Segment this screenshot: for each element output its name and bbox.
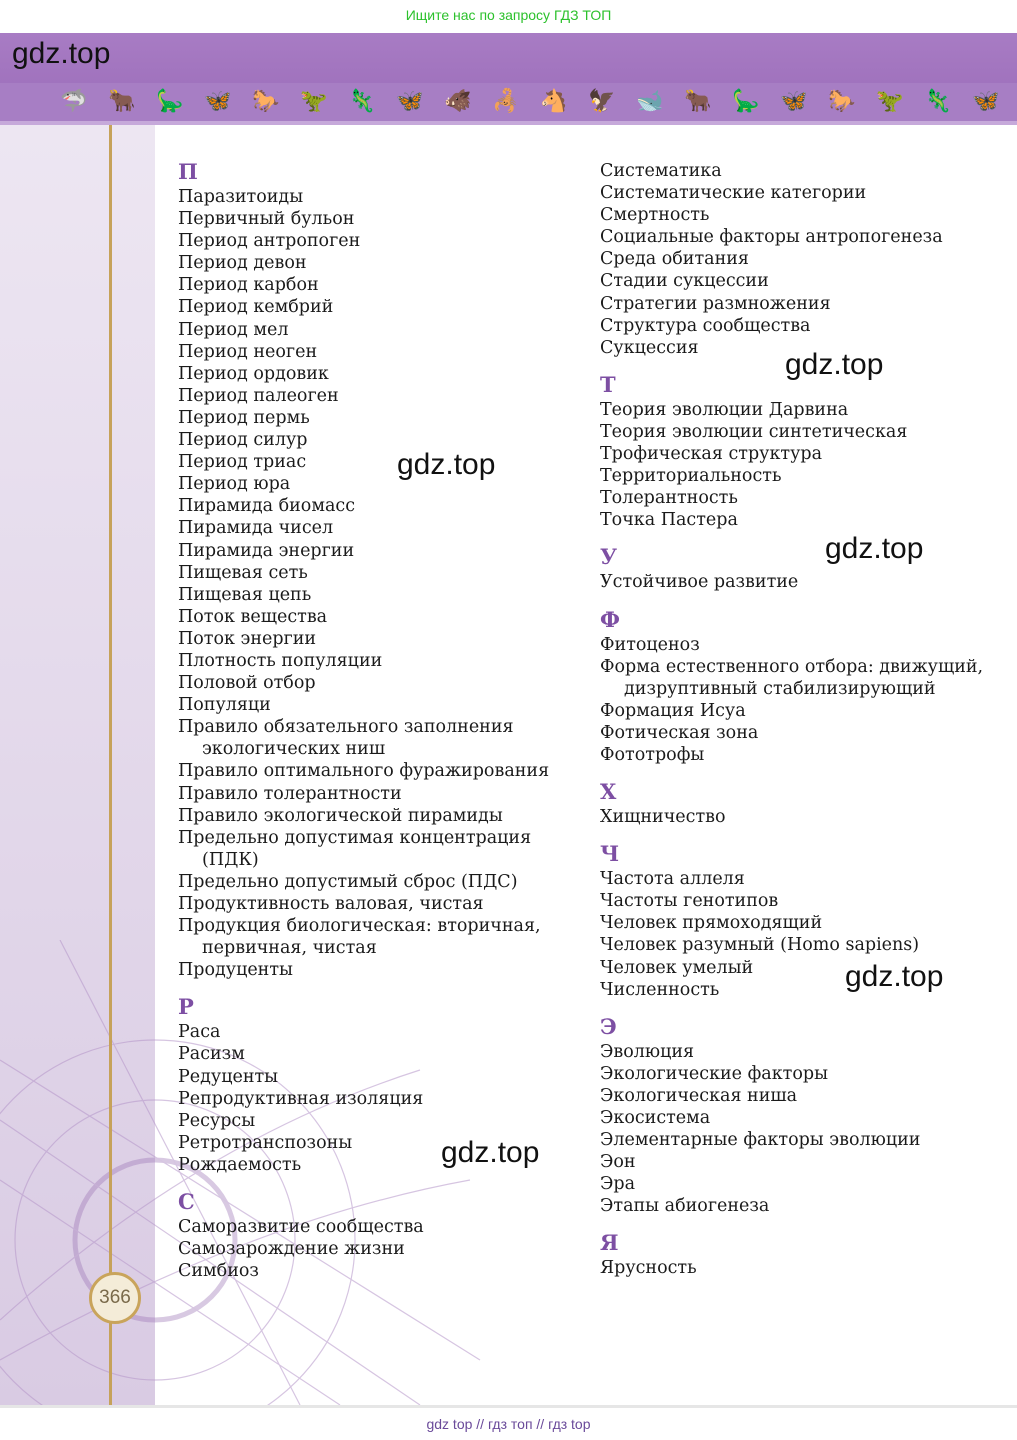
index-term: Период пермь [178, 407, 310, 428]
index-term: Территориальность [600, 466, 782, 487]
animal-icons-strip [50, 85, 1010, 117]
index-term: Раса [178, 1022, 221, 1043]
index-term: Пищевая цепь [178, 584, 312, 605]
index-term: Правило оптимального фуражирования [178, 761, 550, 782]
footer-links[interactable]: gdz top // гдз топ // гдз top [426, 1416, 591, 1432]
index-term: Популяци [178, 695, 271, 716]
index-term: Период палеоген [178, 385, 339, 406]
section-letter: С [178, 1189, 195, 1215]
index-term: Период антропоген [178, 231, 361, 252]
index-term: Самозарождение жизни [178, 1239, 405, 1260]
page-number-badge: 366 [89, 1272, 141, 1324]
index-term: Экологическая ниша [600, 1085, 798, 1106]
animal-silhouette-icon: 🦋 [396, 88, 424, 114]
index-term: Систематические категории [600, 183, 867, 204]
index-term: Фотическая зона [600, 722, 759, 743]
index-term: Симбиоз [178, 1261, 259, 1282]
index-term: Период неоген [178, 341, 318, 362]
index-column-right [600, 160, 1010, 1280]
watermark: gdz.top [845, 960, 944, 993]
animal-silhouette-icon: 🐗 [444, 88, 472, 114]
index-term: Пищевая сеть [178, 562, 308, 583]
index-term-continuation: дизруптивный стабилизирующий [624, 678, 936, 699]
top-banner-text: Ищите нас по запросу ГДЗ ТОП [405, 7, 612, 23]
index-term: Экологические факторы [600, 1063, 829, 1084]
index-term: Частота аллеля [600, 869, 745, 890]
index-term: Саморазвитие сообщества [178, 1217, 424, 1238]
animal-silhouette-icon: 🦋 [204, 88, 232, 114]
index-term-line: Форма естественного отбора: движущий, [600, 656, 984, 677]
index-term: Поток энергии [178, 628, 317, 649]
animal-silhouette-icon: 🐂 [108, 88, 136, 114]
animal-silhouette-icon: 🐋 [636, 88, 664, 114]
index-term: Период карбон [178, 275, 319, 296]
watermark: gdz.top [825, 532, 924, 565]
index-term: Стадии сукцессии [600, 271, 769, 292]
index-term: Элементарные факторы эволюции [600, 1130, 921, 1151]
index-term: Точка Пастера [600, 510, 738, 531]
top-banner [0, 0, 1017, 33]
animal-silhouette-icon: 🐎 [828, 88, 856, 114]
index-term-line: Правило обязательного заполнения [178, 717, 514, 738]
index-term: Пирамида чисел [178, 518, 334, 539]
index-term: Социальные факторы антропогенеза [600, 227, 943, 248]
index-term [600, 656, 1010, 700]
index-term: Предельно допустимый сброс (ПДС) [178, 871, 518, 892]
index-term: Формация Исуа [600, 700, 746, 721]
index-term: Фототрофы [600, 744, 705, 765]
animal-silhouette-icon: 🦎 [924, 88, 952, 114]
brand-logo: gdz.top [12, 37, 111, 70]
index-term: Стратегии размножения [600, 293, 831, 314]
section-letter: Я [600, 1230, 619, 1256]
section-letter: Р [178, 994, 194, 1020]
section-letter: Х [600, 779, 617, 805]
index-term: Хищничество [600, 807, 726, 828]
index-column-left [178, 160, 578, 1282]
index-term: Период триас [178, 452, 307, 473]
section-letter: Э [600, 1013, 617, 1039]
index-term: Фитоценоз [600, 634, 700, 655]
animal-silhouette-icon: 🐴 [540, 88, 568, 114]
index-term: Период ордовик [178, 363, 329, 384]
gold-margin-line [109, 125, 112, 1405]
animal-silhouette-icon: 🦖 [300, 88, 328, 114]
section-letter: Ч [600, 841, 620, 867]
animal-silhouette-icon: 🐎 [252, 88, 280, 114]
index-term: Частоты генотипов [600, 891, 779, 912]
index-term: Теория эволюции синтетическая [600, 421, 908, 442]
index-term: Правило экологической пирамиды [178, 805, 503, 826]
index-term: Половой отбор [178, 673, 316, 694]
animal-silhouette-icon: 🦕 [156, 88, 184, 114]
index-term: Расизм [178, 1044, 245, 1065]
watermark: gdz.top [441, 1136, 540, 1169]
index-term: Первичный бульон [178, 209, 355, 230]
watermark: gdz.top [785, 348, 884, 381]
index-term [178, 716, 578, 760]
index-term: Период юра [178, 474, 291, 495]
animal-silhouette-icon: 🦈 [60, 88, 88, 114]
index-term [178, 915, 578, 959]
animal-silhouette-icon: 🦂 [492, 88, 520, 114]
index-term: Плотность популяции [178, 650, 383, 671]
index-term: Структура сообщества [600, 315, 811, 336]
animal-silhouette-icon: 🦕 [732, 88, 760, 114]
index-term: Рождаемость [178, 1154, 302, 1175]
index-term: Толерантность [600, 488, 738, 509]
index-term: Период мел [178, 319, 289, 340]
index-term-continuation: первичная, чистая [202, 938, 377, 959]
index-term: Сукцессия [600, 337, 699, 358]
index-term: Ресурсы [178, 1110, 256, 1131]
index-term: Продуктивность валовая, чистая [178, 894, 484, 914]
index-term: Трофическая структура [600, 444, 823, 465]
index-term: Репродуктивная изоляция [178, 1088, 424, 1109]
page-header [0, 33, 1017, 125]
index-term: Редуценты [178, 1066, 279, 1087]
index-term: Пирамида энергии [178, 540, 355, 561]
index-term: Продуценты [178, 960, 293, 981]
section-letter: П [178, 159, 198, 184]
index-term: Ретротранспозоны [178, 1132, 353, 1153]
section-letter: Ф [600, 606, 620, 632]
index-term-continuation: экологических ниш [202, 739, 386, 760]
index-term: Поток вещества [178, 606, 328, 627]
index-term: Эон [600, 1152, 636, 1173]
index-term: Теория эволюции Дарвина [600, 399, 849, 420]
index-term: Эра [600, 1174, 636, 1195]
watermark: gdz.top [397, 448, 496, 481]
index-term: Систематика [600, 161, 722, 181]
animal-silhouette-icon: 🦅 [588, 88, 616, 114]
index-term: Человек прямоходящий [600, 913, 823, 934]
index-term: Этапы абиогенеза [600, 1196, 770, 1217]
section-letter: У [600, 544, 618, 570]
animal-silhouette-icon: 🦋 [780, 88, 808, 114]
index-term: Период девон [178, 253, 307, 274]
index-term: Правило толерантности [178, 783, 402, 804]
index-term: Период кембрий [178, 297, 334, 318]
index-term: Эволюция [600, 1041, 695, 1062]
index-term: Экосистема [600, 1108, 711, 1128]
index-term: Человек разумный (Homo sapiens) [600, 935, 920, 956]
index-term: Пирамида биомасс [178, 496, 355, 517]
section-letter: Т [600, 371, 616, 397]
index-term: Период силур [178, 430, 308, 451]
index-term: Среда обитания [600, 249, 749, 270]
index-term: Устойчивое развитие [600, 572, 799, 593]
animal-silhouette-icon: 🐂 [684, 88, 712, 114]
index-term: Человек умелый [600, 957, 754, 978]
animal-silhouette-icon: 🦖 [876, 88, 904, 114]
animal-silhouette-icon: 🦎 [348, 88, 376, 114]
footer [0, 1405, 1017, 1440]
index-term: Ярусность [600, 1258, 697, 1279]
index-term: Численность [600, 979, 720, 1000]
index-term-line: Предельно допустимая концентрация [178, 827, 532, 848]
index-term-continuation: (ПДК) [202, 849, 259, 870]
animal-silhouette-icon: 🦋 [972, 88, 1000, 114]
index-term [178, 827, 578, 871]
index-term-line: Продукция биологическая: вторичная, [178, 916, 541, 937]
index-term: Смертность [600, 205, 710, 226]
index-term: Паразитоиды [178, 187, 304, 207]
